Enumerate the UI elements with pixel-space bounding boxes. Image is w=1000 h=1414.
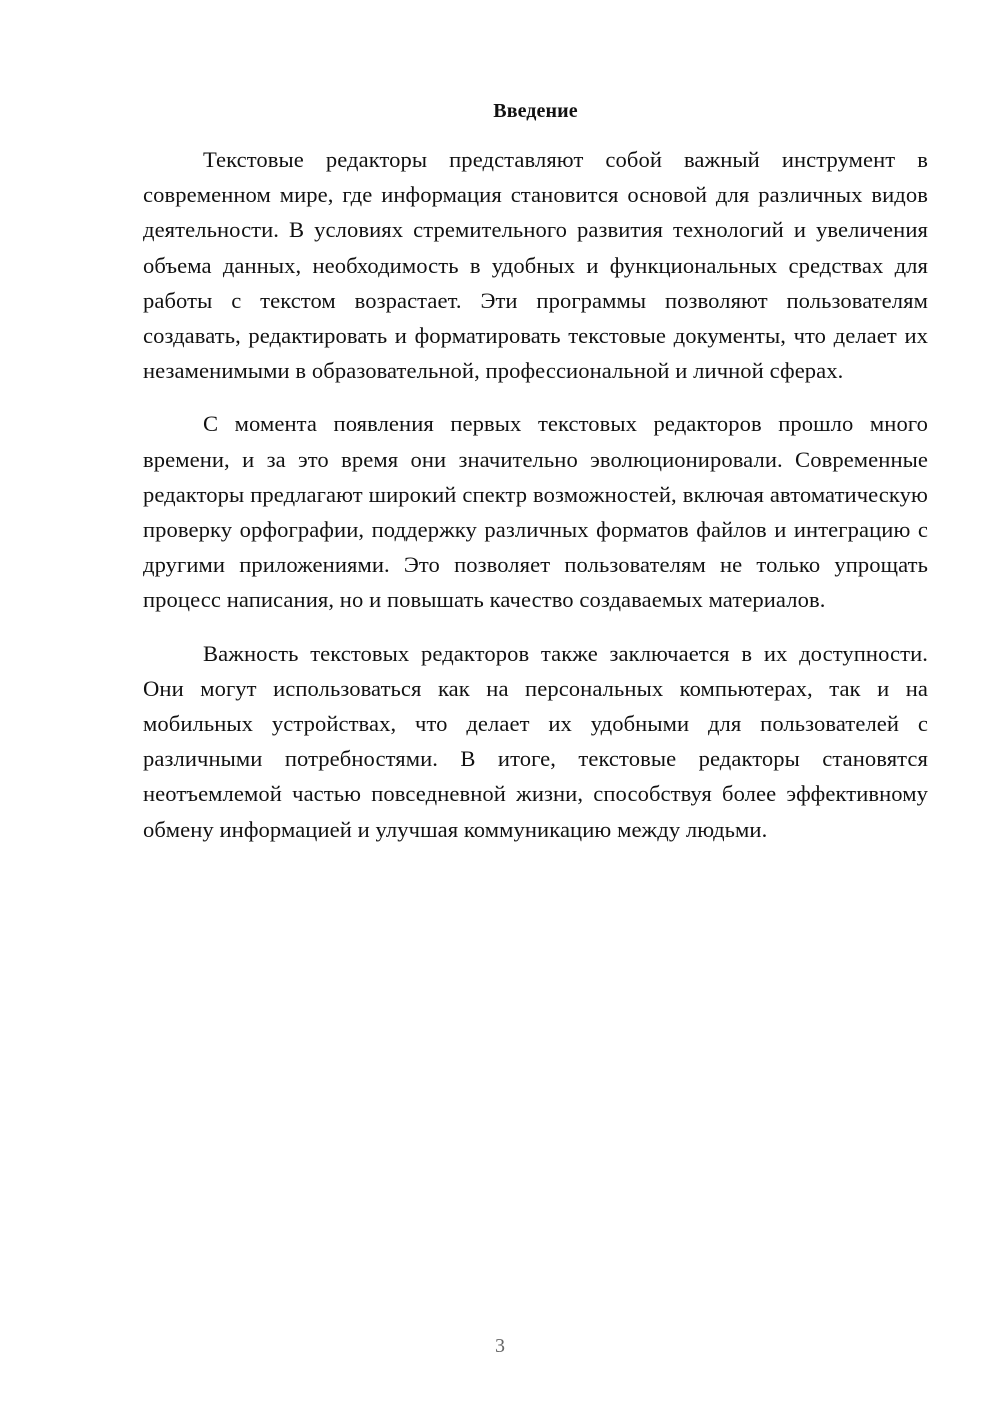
paragraph-1: Текстовые редакторы представляют собой важный инструмент в современном мире, где информация становится основой для различных видов деятельности. В условиях стремительного развития технологий и увеличения объема данных, необходимость в удобных и функциональных средствах для работы с текстом возрастает. Эти программы позволяют пользователям создавать, редактировать и форматировать текстовые документы, что делает их незаменимыми в образовательной, профессиональной и личной сферах.: [143, 147, 928, 384]
paragraph-3: Важность текстовых редакторов также заключается в их доступности. Они могут использоваться как на персональных компьютерах, так и на мобильных устройствах, что делает их удобными для пользователей с различными потребностями. В итоге, текстовые редакторы становятся неотъемлемой частью повседневной жизни, способствуя более эффективному обмену информацией и улучшая коммуникацию между людьми.: [143, 640, 928, 842]
page-content: [143, 96, 928, 847]
page-title: Введение: [493, 100, 578, 122]
paragraph-2: С момента появления первых текстовых редакторов прошло много времени, и за это время они значительно эволюционировали. Современные редакторы предлагают широкий спектр возможностей, включая автоматическую проверку орфографии, поддержку различных форматов файлов и интеграцию с другими приложениями. Это позволяет пользователям не только упрощать процесс написания, но и повышать качество создаваемых материалов.: [143, 411, 928, 613]
page-number: 3: [495, 1335, 505, 1357]
